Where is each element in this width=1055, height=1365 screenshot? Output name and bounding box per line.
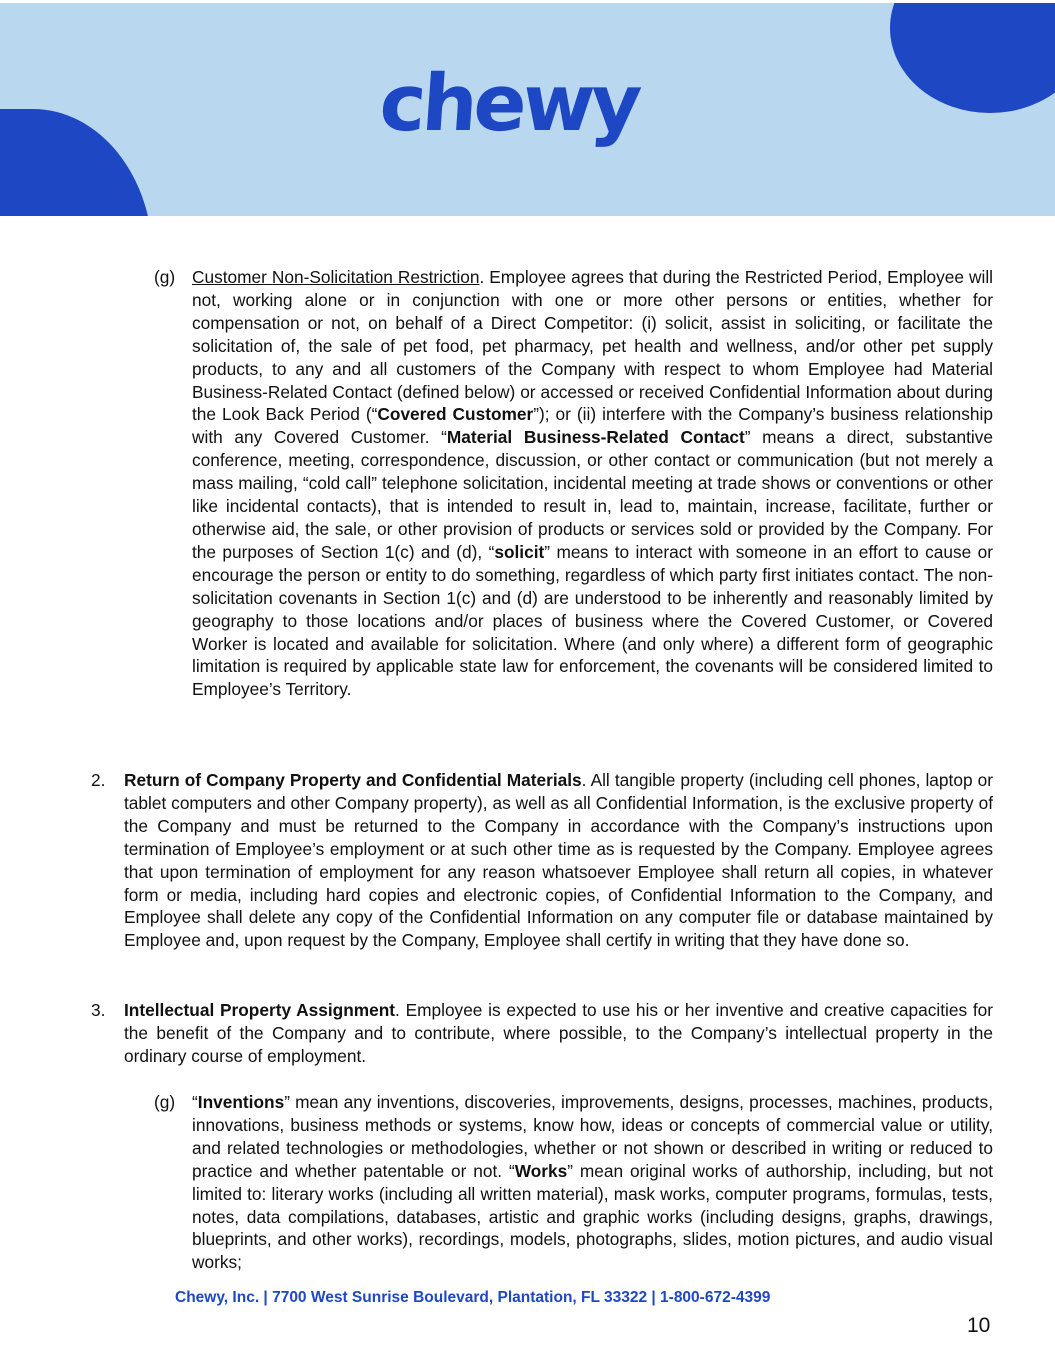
decorative-shape-left [0, 109, 153, 216]
chewy-logo: chewy [376, 59, 641, 149]
decorative-shape-right [890, 3, 1055, 113]
page-number: 10 [967, 1314, 991, 1337]
clause-g-inventions: (g) “Inventions” mean any inventions, discoveries, improvements, designs, processes, machines, products, innovations, business methods or systems, know how, ideas or concepts of commercial value or utility, and related technologies or methodologies, whether or not shown or described in writing or reduced to practice and whether patentable or not. “Works” mean original works of authorship, including, but not limited to: literary works (including all written material), mask works, computer programs, formulas, tests, notes, data compilations, databases, artistic and graphic works (including designs, graphs, drawings, blueprints, and other works), recordings, models, photographs, slides, motion pictures, and audio visual works; [154, 1092, 994, 1273]
defined-term: Inventions [197, 1092, 285, 1112]
defined-term: solicit [494, 541, 545, 562]
section-number: 3. [91, 1000, 106, 1020]
section-number: 2. [91, 770, 106, 790]
clause-title: Customer Non-Solicitation Restriction [192, 267, 480, 287]
defined-term: Works [514, 1160, 568, 1181]
section-title: Return of Company Property and Confidential Materials [124, 770, 582, 790]
defined-term: Material Business-Related Contact [446, 427, 745, 448]
defined-term: Covered Customer [377, 404, 534, 425]
clause-g-customer-non-solicitation: (g) Customer Non-Solicitation Restriction. Employee agrees that during the Restricted Period, Employee will not, working alone or in conjunction with one or more other persons or entities, whether for compensation or not, on behalf of a Direct Competitor: (i) solicit, assist in soliciting, or facilitate the solicitation of, the sale of pet food, pet pharmacy, pet health and wellness, and/or other pet supply products, to any and all customers of the Company with respect to whom Employee had Material Business-Related Contact (defined below) or accessed or received Confidential Information about during the Look Back Period (“Covered Customer”); or (ii) interfere with the Company’s business relationship with any Covered Customer. “Material Business-Related Contact” means a direct, substantive conference, meeting, correspondence, discussion, or other contact or communication (but not merely a mass mailing, “cold call” telephone solicitation, incidental meeting at trade shows or conventions or other like incidental contacts), that is intended to result in, lead to, maintain, increase, facilitate, further or otherwise aid, the sale, or other provision of products or services sold or provided by the Company. For the purposes of Section 1(c) and (d), “solicit” means to interact with someone in an effort to cause or encourage the person or entity to do something, regardless of which party first initiates contact. The non-solicitation covenants in Section 1(c) and (d) are understood to be inherently and reasonably limited by geography to those locations and/or places of business where the Covered Customer, or Covered Worker is located and available for solicitation. Where (and only where) a different form of geographic limitation is required by applicable state law for enforcement, the covenants will be considered limited to Employee’s Territory. [154, 267, 993, 700]
page-header-banner [0, 3, 1055, 216]
clause-marker: (g) [154, 1092, 176, 1112]
section-title: Intellectual Property Assignment [124, 1000, 396, 1020]
section-3-ip-assignment: 3. Intellectual Property Assignment. Employee is expected to use his or her inventive and creative capacities for the benefit of the Company and to contribute, where possible, to the Company’s intellectual property in the ordinary course of employment. [91, 1000, 993, 1066]
clause-marker: (g) [154, 267, 176, 287]
section-2-return-of-property: 2. Return of Company Property and Confidential Materials. All tangible property (including cell phones, laptop or tablet computers and other Company property), as well as all Confidential Information, is the exclusive property of the Company and must be returned to the Company in accordance with the Company’s instructions upon termination of Employee’s employment or at such other time as is requested by the Company. Employee agrees that upon termination of employment for any reason whatsoever Employee shall return all copies, in whatever form or media, including hard copies and electronic copies, of Confidential Information to the Company, and Employee shall delete any copy of the Confidential Information on any computer file or database maintained by Employee and, upon request by the Company, Employee shall certify in writing that they have done so. [91, 770, 993, 951]
footer-address: Chewy, Inc. | 7700 West Sunrise Boulevard, Plantation, FL 33322 | 1-800-672-4399 [175, 1289, 771, 1306]
